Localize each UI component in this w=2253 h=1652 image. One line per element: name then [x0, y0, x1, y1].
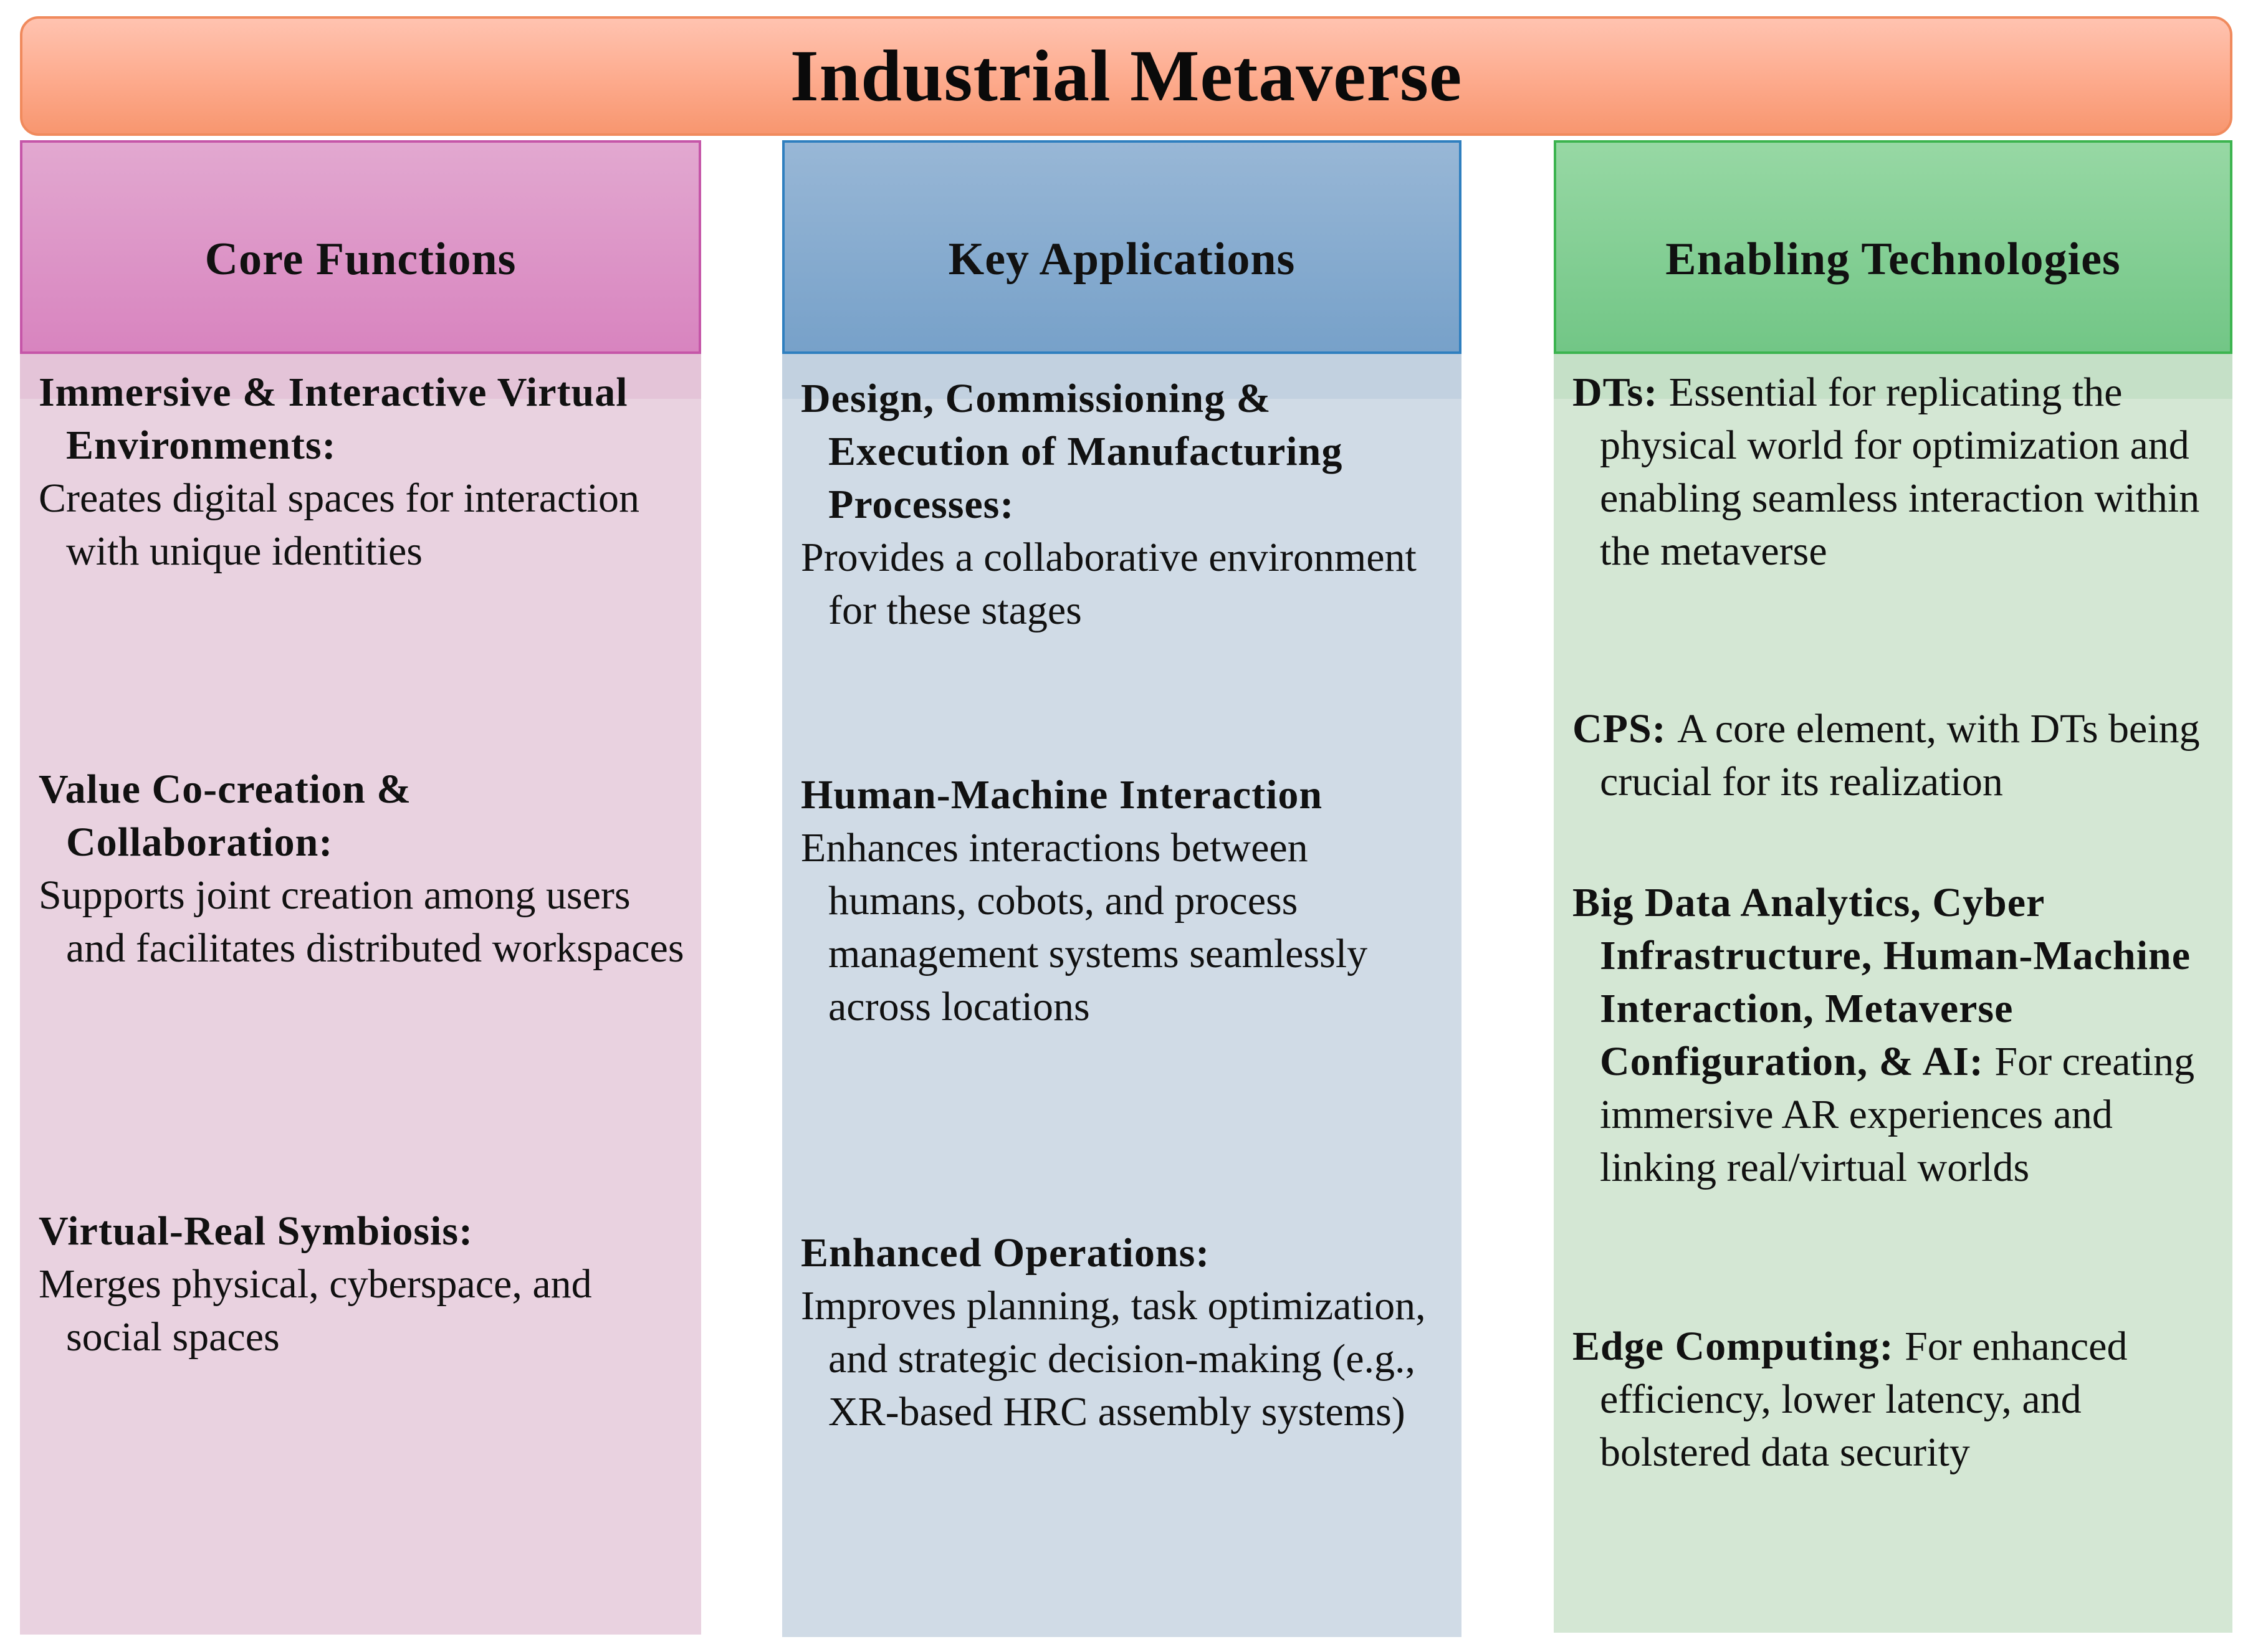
entry-label: Design, Commissioning & Execution of Manufacturing Processes:	[801, 376, 1343, 527]
entry-text: Improves planning, task optimization, and strategic decision-making (e.g., XR-based HRC assembly systems)	[801, 1283, 1426, 1435]
column-header: Key Applications	[782, 140, 1461, 354]
entry-text: For enhanced efficiency, lower latency, and bolstered data security	[1600, 1324, 2128, 1475]
entry-label: Value Co-creation & Collaboration:	[39, 766, 412, 865]
entry-label: Edge Computing:	[1572, 1324, 1905, 1369]
entry-text: Provides a collaborative environment for these stages	[801, 535, 1417, 633]
entry-label: Enhanced Operations:	[801, 1230, 1210, 1276]
entry-value-cocreation	[39, 763, 689, 975]
entry-text: Merges physical, cyberspace, and social spaces	[39, 1261, 592, 1360]
entry-label: CPS:	[1572, 706, 1678, 752]
entry-virtual-real-symbiosis	[39, 1205, 689, 1363]
entry-text: Essential for replicating the physical world for optimization and enabling seamless interaction within the metaverse	[1600, 370, 2200, 574]
entry-human-machine-interaction	[801, 768, 1449, 1033]
column-core-functions	[20, 140, 701, 1635]
entry-label: DTs:	[1572, 370, 1669, 415]
entry-edge-computing	[1572, 1320, 2220, 1479]
entry-label: Immersive & Interactive Virtual Environments:	[39, 370, 628, 468]
entry-immersive-environments	[39, 366, 689, 578]
entry-text: Supports joint creation among users and facilitates distributed workspaces	[39, 872, 684, 971]
entry-enhanced-operations	[801, 1226, 1449, 1438]
title-banner	[20, 16, 2232, 136]
column-header: Core Functions	[20, 140, 701, 354]
entry-text: A core element, with DTs being crucial for its realization	[1600, 706, 2200, 805]
entry-text: Enhances interactions between humans, cobots, and process management systems seamlessly across locations	[801, 825, 1368, 1029]
entry-label: Human-Machine Interaction	[801, 772, 1323, 818]
entry-design-commissioning	[801, 372, 1449, 637]
column-key-applications	[782, 140, 1461, 1637]
entry-text: For creating immersive AR experiences and linking real/virtual worlds	[1600, 1039, 2195, 1190]
entry-big-data-analytics	[1572, 876, 2220, 1194]
column-header: Enabling Technologies	[1554, 140, 2232, 354]
entry-label: Virtual-Real Symbiosis:	[39, 1208, 474, 1254]
entry-text: Creates digital spaces for interaction with unique identities	[39, 475, 639, 574]
column-enabling-technologies	[1554, 140, 2232, 1633]
diagram-title: Industrial Metaverse	[790, 35, 1463, 117]
entry-label: Big Data Analytics, Cyber Infrastructure, Human-Machine Interaction, Metaverse Configuration, & AI:	[1572, 880, 2191, 1084]
entry-dts	[1572, 366, 2220, 578]
entry-cps	[1572, 702, 2220, 808]
